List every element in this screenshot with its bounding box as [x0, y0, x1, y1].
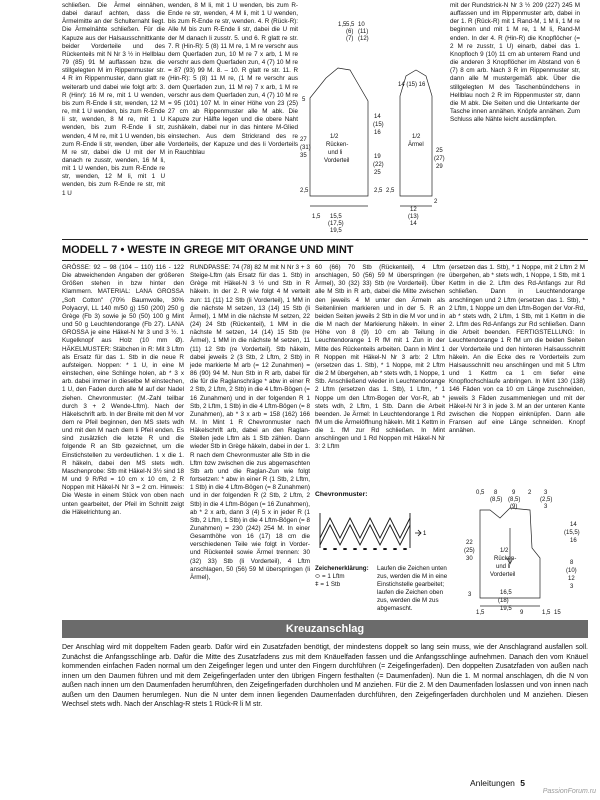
dim-label: 2,5	[374, 188, 383, 194]
chart-title: Chevronmuster:	[315, 491, 368, 498]
dim-label: 16	[570, 538, 577, 544]
dim-label: 15,5	[330, 214, 342, 220]
legend-title: Zeichenerklärung:	[315, 565, 369, 572]
dim-label: 3	[468, 592, 472, 598]
dim-label: 10	[358, 22, 365, 28]
schematic-body-sleeve	[300, 6, 450, 242]
dim-label: 27	[300, 137, 307, 143]
dim-label: 3	[570, 584, 574, 590]
dim-label: 1,5	[312, 214, 321, 220]
dim-label: (8,5)	[508, 497, 521, 503]
dim-label: 1,5	[476, 610, 485, 616]
symbol-legend	[315, 565, 450, 612]
dim-label: (27)	[434, 156, 445, 162]
paragraph: RUNDPASSE: 74 (78) 82 M mit N Nr 3 + 3 Steige-Lftm (als Ersatz für das 1. Stb) in Grège mit Häkel-N 3 ½ und Stb in R häkeln. In der 2. R wie folgt 4 M verteilt zun: 11 (11) 12 Stb (li Vorderteil), 1 MM in die nächste M setzen, 13 (14) 15 Stb (li Ärmel), 1 MM in die nächste M setzen, 22 (24) 24 Stb (Rückenteil), 1 MM in die nächste M setzen, 14 (14) 15 Stb (re Ärmel), 1 MM in die nächste M setzen, 11 (11) 12 Stb (re Vorderteil). Stb häkeln, dabei jeweils 2 (3 Stb, 2 Lftm, 2 Stb) in jede markierte M arb (= 12 Zunahmen) = 86 (90) 94 M. Nun Stb in R arb, dabei für die für die Raglanschräge * abw in einer R 2 Stb, 2 Lftm, 2 Stb) in die 4 Lftm-Bögen (= 16 Zunahmen) und in der folgenden R 1 Stb, 2 Lftm, 1 Stb) in die 4 Lftm-Bögen (= 8 Zunahmen), ab * 3 x arb = 158 (162) 166 M. In Mint 1 R Chevronmuster nach Häkelschrift arb, dabei an den Raglan-Stellen jede Lftm als 1 Stb zählen. Dann wieder Stb in Grège häkeln, dabei in der 1. R nach dem Chevronmuster alle Stb in die Lftm bzw zwischen die zus abgemaschten Stb arb und die Raglan-Zun wie folgt fortsetzen: * abw in einer R (1 Stb, 2 Lftm, 1 Stb) in die 4 Lftm-Bögen (= 8 Zunahmen) und in der folgenden R (2 Stb, 2 Lftm, 2 Stb) in die 4 Lftm-Bögen (= 16 Zunahmen), ab * 2 x arb, dann 3 (4) 5 x in jeder R (1 Stb, 2 Lftm, 1 Stb) in die 4 Lftm-Bögen (= 8 Zunahmen) = 230 (242) 254 M. In einer Gesamthöhe von 16 (17) 18 cm die verschiedenen Teile wie folgt in Vorder- und Rückenteil sowie Ärmel trennen: 30 (32) 33) Stb (li Vorderteil), 4 Lftm anschlagen, 50 (56) 59 M überspringen (li Ärmel),	[190, 264, 310, 581]
dim-label: 19	[374, 154, 381, 160]
dim-label: (15)	[373, 122, 384, 128]
dim-label: 15	[554, 610, 561, 616]
top-text-col-1	[62, 2, 165, 198]
chain-symbol-icon: ⬭	[315, 573, 321, 580]
dim-label: 14	[570, 522, 577, 528]
dim-label: 30	[466, 556, 473, 562]
dim-label: 1,5	[338, 22, 347, 28]
dim-label: (22)	[373, 162, 384, 168]
dim-label: 19,5	[500, 606, 512, 612]
dim-label: 1,5	[542, 610, 551, 616]
body-label: und li	[496, 564, 511, 570]
mid-text-col-3	[315, 264, 445, 452]
dim-label: 9	[520, 610, 524, 616]
dim-label: 8	[570, 560, 574, 566]
paragraph: mit der Rundstrick-N Nr 3 ½ 209 (227) 245 M auffassen und im Rippenmuster arb, dabei in der 1. R (Rück-R) mit 1 Rand-M, 1 M li, 1 M re beginnen und mit 1 M re, 1 M li, Rand-M enden. In der 4. R (Hin-R) die Knopflöcher (= 2 M re zusstr, 1 U) einarb, dabei das 1. Knopfloch 9 (10) 11 cm ab unterem Rand und die anderen 3 Knopflöcher im Abstand von 6 (7) 8 cm arb. Nach 3 R im Rippenmuster str, dann alle M mustergemäß abk. Über die stillgelegten M des Taschenbündchens in Hellblau noch 2 R im Rippenmuster str, dann die M abk. Die Seiten und die Unterkante der Tasche innen annähen. Knöpfe annähen. Zum Schluss alle Nähte leicht ausdämpfen.	[450, 2, 580, 124]
dim-label: (7)	[346, 36, 354, 42]
cast-on-instructions: Der Anschlag wird mit doppeltem Faden gearb. Dafür wird ein Zusatzfaden benötigt, der mindestens doppelt so lang sein muss, wie der Anschlagrand ausfallen soll. Zunächst die Anfangsschlinge arb. Dafür die Mitte des Zusatzfadens zus mit dem Knäuelfaden fassen und die Anfangsschlinge aufnehmen. Danach den vom Knäuel kommenden einfachen Faden normal um den Zeigefinger legen und unter den Fingern durchführen (= Zeigefingerfaden). Den doppelten Zusatzfaden von außen nach innen um den Daumen führen und mit dem Zeigefingerfaden unter den übrigen Fingern festhalten (= Daumenfaden). Nun die 1. M normal anschlagen, dh die N von außen nach innen um den Daumenfaden herumführen, den Zeigefingerfaden durchholen und M anziehen. Für die 2. M den Daumenfaden loslassen und von innen nach außen um den Daumen herumlegen. Nun die N unter dem innen liegenden Daumenfaden durchführen, den Zeigefingerfaden durchholen und M anziehen. Diesen Wechsel stets wdh. Nach der Anschlag-R stets 1 Rück-R li M str.	[62, 644, 588, 708]
chevron-crochet-chart	[315, 503, 435, 553]
footer-label: Anleitungen	[470, 778, 515, 788]
top-text-col-2	[168, 2, 298, 157]
dim-label: (25)	[464, 548, 475, 554]
legend-text: = 1 Lftm	[322, 573, 345, 580]
dim-label: (9)	[510, 504, 518, 510]
dim-label: (12)	[358, 36, 369, 42]
dim-label: 25	[436, 148, 443, 154]
watermark: PassionForum.ru	[542, 788, 596, 795]
dim-label: 19,5	[330, 228, 342, 234]
double-crochet-symbol-icon: ǂ	[315, 581, 319, 588]
dim-label: (18)	[498, 598, 509, 604]
dim-label: 5	[302, 97, 306, 103]
dim-label: (17,5)	[328, 221, 344, 227]
dim-label: (13)	[408, 214, 419, 220]
dim-label: 2	[528, 490, 532, 496]
dim-label: 14	[410, 221, 417, 227]
dim-label: 2,5	[300, 188, 309, 194]
dim-label: 3	[544, 504, 548, 510]
top-text-col-4	[450, 2, 580, 124]
page-footer	[470, 778, 525, 788]
paragraph: wenden, 8 M li, mit 1 U wenden, bis zum R-Ende re str, wenden, 4 M li, mit 1 U wenden, bis zum R-Ende re str, wenden. 4. R (Rück-R): Alle M bis zum R-Ende li str, dabei die U mit der M danach li zusstr. 5. und 6. R glatt re str. 7. R (Hin-R): 5 (8) 11 M re, 1 M re verschr aus dem Querfaden zun, 10 M re 7 x arb, 1 M re verschr aus dem Querfaden zun, 4 (7) 10 M re = 87 (93) 99 M. 8. – 10. R glatt re str. 11. R (Hin-R): 5 (8) 11 M re, (1 M re verschr aus dem Querfaden zun, 11 M re) 7 x arb, 1 M re verschr aus dem Querfaden zun, 4 (7) 10 M re = 95 (101) 107 M. In einer Höhe von 23 (25) 27 cm ab Rippenmuster alle M abk. Die Kapuze zur Hälfte legen und die obere Naht zushäkeln, dabei nur in das hintere M-Glied einstechen. Aus dem Strickrand des re Vorderteils, der Kapuze und des li Vorderteils in Rauchblau	[168, 2, 298, 156]
paragraph: schließen. Die Ärmel einnähen, dabei darauf achten, dass die Ärmelmitte an der Schulternaht liegt. Die Ärmelnähte schließen. Für die Kapuze aus der Halsausschnittkante beider Vorderteile und des Rückenteils mit N Nr 3 ½ in Hellblau 79 (85) 91 M auffassen bzw. die stillgelegten M im Rippenmuster str. 4 R im Rippenmuster, dann glatt re weiterarb und dabei wie folgt arb: 3. R (Hinr): 16 M re, mit 1 U wenden, bis zum R-Ende li str, wenden, 12 M re, mit 1 U wenden, bis zum R-Ende li str, wenden, 8 M re, mit 1 U wenden, bis zum R-Ende li str, wenden, 4 M re, mit 1 U wenden, bis zum R-Ende li str, wenden, über alle M re str, dabei die U mit der M danach re zusstr, wenden, 16 M li, mit 1 U wenden, bis zum R-Ende re str, wenden, 12 M li, mit 1 U wenden, bis zum R-Ende re str, mit 1 U	[62, 2, 165, 197]
body-label: Vorderteil	[490, 572, 516, 578]
dim-label: 2	[434, 199, 438, 205]
dim-label: 14 (15) 16	[398, 82, 426, 88]
dim-label: 3	[544, 490, 548, 496]
dim-label: 16,5	[500, 590, 512, 596]
dim-label: 2,5	[386, 188, 395, 194]
body-label: 1/2	[500, 548, 509, 554]
paragraph: 60 (66) 70 Stb (Rückenteil), 4 Lftm anschlagen, 50 (56) 59 M überspringen (re Ärmel), 30 (32) 33) Stb (re Vorderteil). Über alle M Stb in R arb, dabei die Mitte zwischen den jeweils 4 M unter den Ärmeln als Seitenlinien markieren und in der 5. R an beiden Seiten jeweils 2 Stb in die M vor und in die M nach der Markierung häkeln. In einer Höhe von 8 (9) 10 cm ab Teilung in Leuchtendorange 1 R fM mit 1 Zun in der Mitte des Rückenteils arbeiten. Dann in Mint 1 R Noppen mit Häkel-N Nr 3 arb: 2 Lftm (ersetzen das 1. Stb), * 1 Noppe, mit 2 Lftm die 2 M übergehen, ab * stets wdh, 1 Noppe, 1 Stb. Anschließend wieder in Leuchtendorange 2 Lftm (ersetzen das 1. Stb), 1 Lftm, * 1 Noppe um den Lftm-Bogen der Vor-R, ab * stets wdh, 2 Lftm, 1 Stb. Dann die Arbeit beenden. Je Ärmel: In Leuchtendorange 1 Rd fM um die Ärmelöffnung häkeln. Mit 1 Kettm in die 1. fM zur Rd schließen. In Mint anschlingen und 1 Rd Noppen mit Häkel-N Nr 3: 2 Lftm	[315, 264, 445, 451]
dim-label: 12	[568, 576, 575, 582]
dim-label: (6)	[346, 29, 354, 35]
paragraph: (ersetzen das 1. Stb), * 1 Noppe, mit 2 Lftm 2 M übergehen, ab * stets wdh, 1 Noppe, 1 Stb, mit 1 Kettm in die 2. Lftm des Rd-Anfangs zur Rd schließen. Dann in Leuchtendorange anschlingen und 2 Lftm (ersetzen das 1. Stb), * 2 Lftm, 1 Noppe um den Lftm-Bogen der Vor-Rd, ab * stets wdh, 2 Lftm, 1 Stb, mit 1 Kettm in die 2. Lftm des Rd-Anfangs zur Rd schließen. Dann die Arbeit beenden. FERTIGSTELLUNG: In Leuchtendorange 1 R fM um die beiden Seiten der Vorderteile und den hinteren Halsausschnitt häkeln. An die Ecke des re Vorderteils zum Halsausschnitt neu anschlingen und mit 5 Lftm und 1 Kettm ca 1 cm tiefer eine Knopflochschlaufe anbringen. In Mint 130 (138) 146 Fäden von ca 10 cm Länge zuschneiden, jeweils 3 Fäden zusammenlegen und mit der Häkel-N Nr 3 in jede 3. M an der unteren Kante zwischen die Noppen einknüpfen. Dann alle Fransen auf eine Länge schneiden. Knopf annähen.	[449, 264, 585, 435]
paragraph: GRÖSSE: 92 – 98 (104 – 110) 116 - 122 Die abweichenden Angaben der größeren Größen stehen in bzw hinter den Klammern. MATERIAL: LANA GROSSA „Soft Cotton" (70% Baumwolle, 30% Polyacryl, LL 140 m/50 g) 150 (200) 250 g Grège (Fb 3) sowie je 50 (50) 100 g Mint und 50 g Leuchtendorange (Fb 27). LANA GROSSA je eine Häkel-N Nr 3 und 3 ½. 1 Kugelknopf aus Holz (10 mm Ø). HÄKELMUSTER: Stäbchen in R: Mit 3 Lftm als Ersatz für das 1. Stb in die neue R aufsteigen. Noppen: * 1 U, in eine M einstechen, eine Schlinge holen, ab * 3 x arb. dabei immer in dieselbe M einstechen, 1 U, den Faden durch alle M auf der Nadel ziehen. Chevronmuster: (M.-Zahl teilbar durch 3 + 2 Wende-Lftm). Nach der Häkelschrift arb. In der Breite mit den M vor dem re Pfeil beginnen, den MS stets wdh und mit den M nach dem li Pfeil enden. Es sind zusätzlich die letzte R und die folgende R an Stb gezeichnet, um die Einstichstellen zu verdeutlichen. 1 x die 1. R häkeln, dabei den MS stets wdh. Maschenprobe: Stb mit Häkel-N 3½ sind 18 M und 9 R/Rd = 10 cm x 10 cm, 2 R Noppen mit Häkel-N Nr 3 = 2 cm. Hinweis: Die Weste in einem Stück von oben nach unten gearbeitet, der Pfeil im Schnitt zeigt die Häkelrichtung an.	[62, 264, 184, 516]
dim-label: 14	[374, 114, 381, 120]
dim-label: 35	[300, 153, 307, 159]
mid-text-col-4	[449, 264, 585, 435]
mid-text-col-1	[62, 264, 184, 517]
legend-note: Laufen die Zeichen unten zus, werden die M in eine Einstichstelle gearbeitet; laufen die Zeichen oben zus, werden die M zus abgemascht.	[377, 565, 448, 612]
body-label: und li	[328, 150, 343, 156]
page-number: 5	[520, 778, 526, 788]
dim-label: 16	[374, 130, 381, 136]
mid-text-col-2	[190, 264, 310, 582]
schematic-vest	[450, 488, 590, 618]
dim-label: 25	[374, 170, 381, 176]
body-label: 1/2	[330, 134, 339, 140]
dim-label: 12	[410, 207, 417, 213]
body-label: Vorderteil	[324, 158, 350, 164]
dim-label: (8,5)	[490, 497, 503, 503]
dim-label: 22	[466, 540, 473, 546]
section-banner: Kreuzanschlag	[62, 620, 588, 638]
dim-label: (2,5)	[540, 497, 553, 503]
row-number: 1	[423, 531, 427, 537]
legend-text: = 1 Stb	[320, 581, 341, 588]
dim-label: (31)	[300, 145, 311, 151]
model-title: MODELL 7 • WESTE IN GREGE MIT ORANGE UND MINT	[62, 244, 354, 256]
dim-label: (10)	[566, 568, 577, 574]
dim-label: 5,5	[346, 22, 355, 28]
sleeve-label: 1/2	[412, 134, 421, 140]
dim-label: (11)	[358, 29, 369, 35]
body-label: Rücken-	[326, 142, 349, 148]
dim-label: (15,5)	[564, 530, 580, 536]
model-heading	[62, 239, 588, 261]
dim-label: 0,5	[476, 490, 485, 496]
body-label: Rücken-	[494, 556, 517, 562]
dim-label: 9	[512, 490, 516, 496]
sleeve-label: Ärmel	[408, 142, 424, 148]
dim-label: 29	[436, 164, 443, 170]
dim-label: 8	[494, 490, 498, 496]
